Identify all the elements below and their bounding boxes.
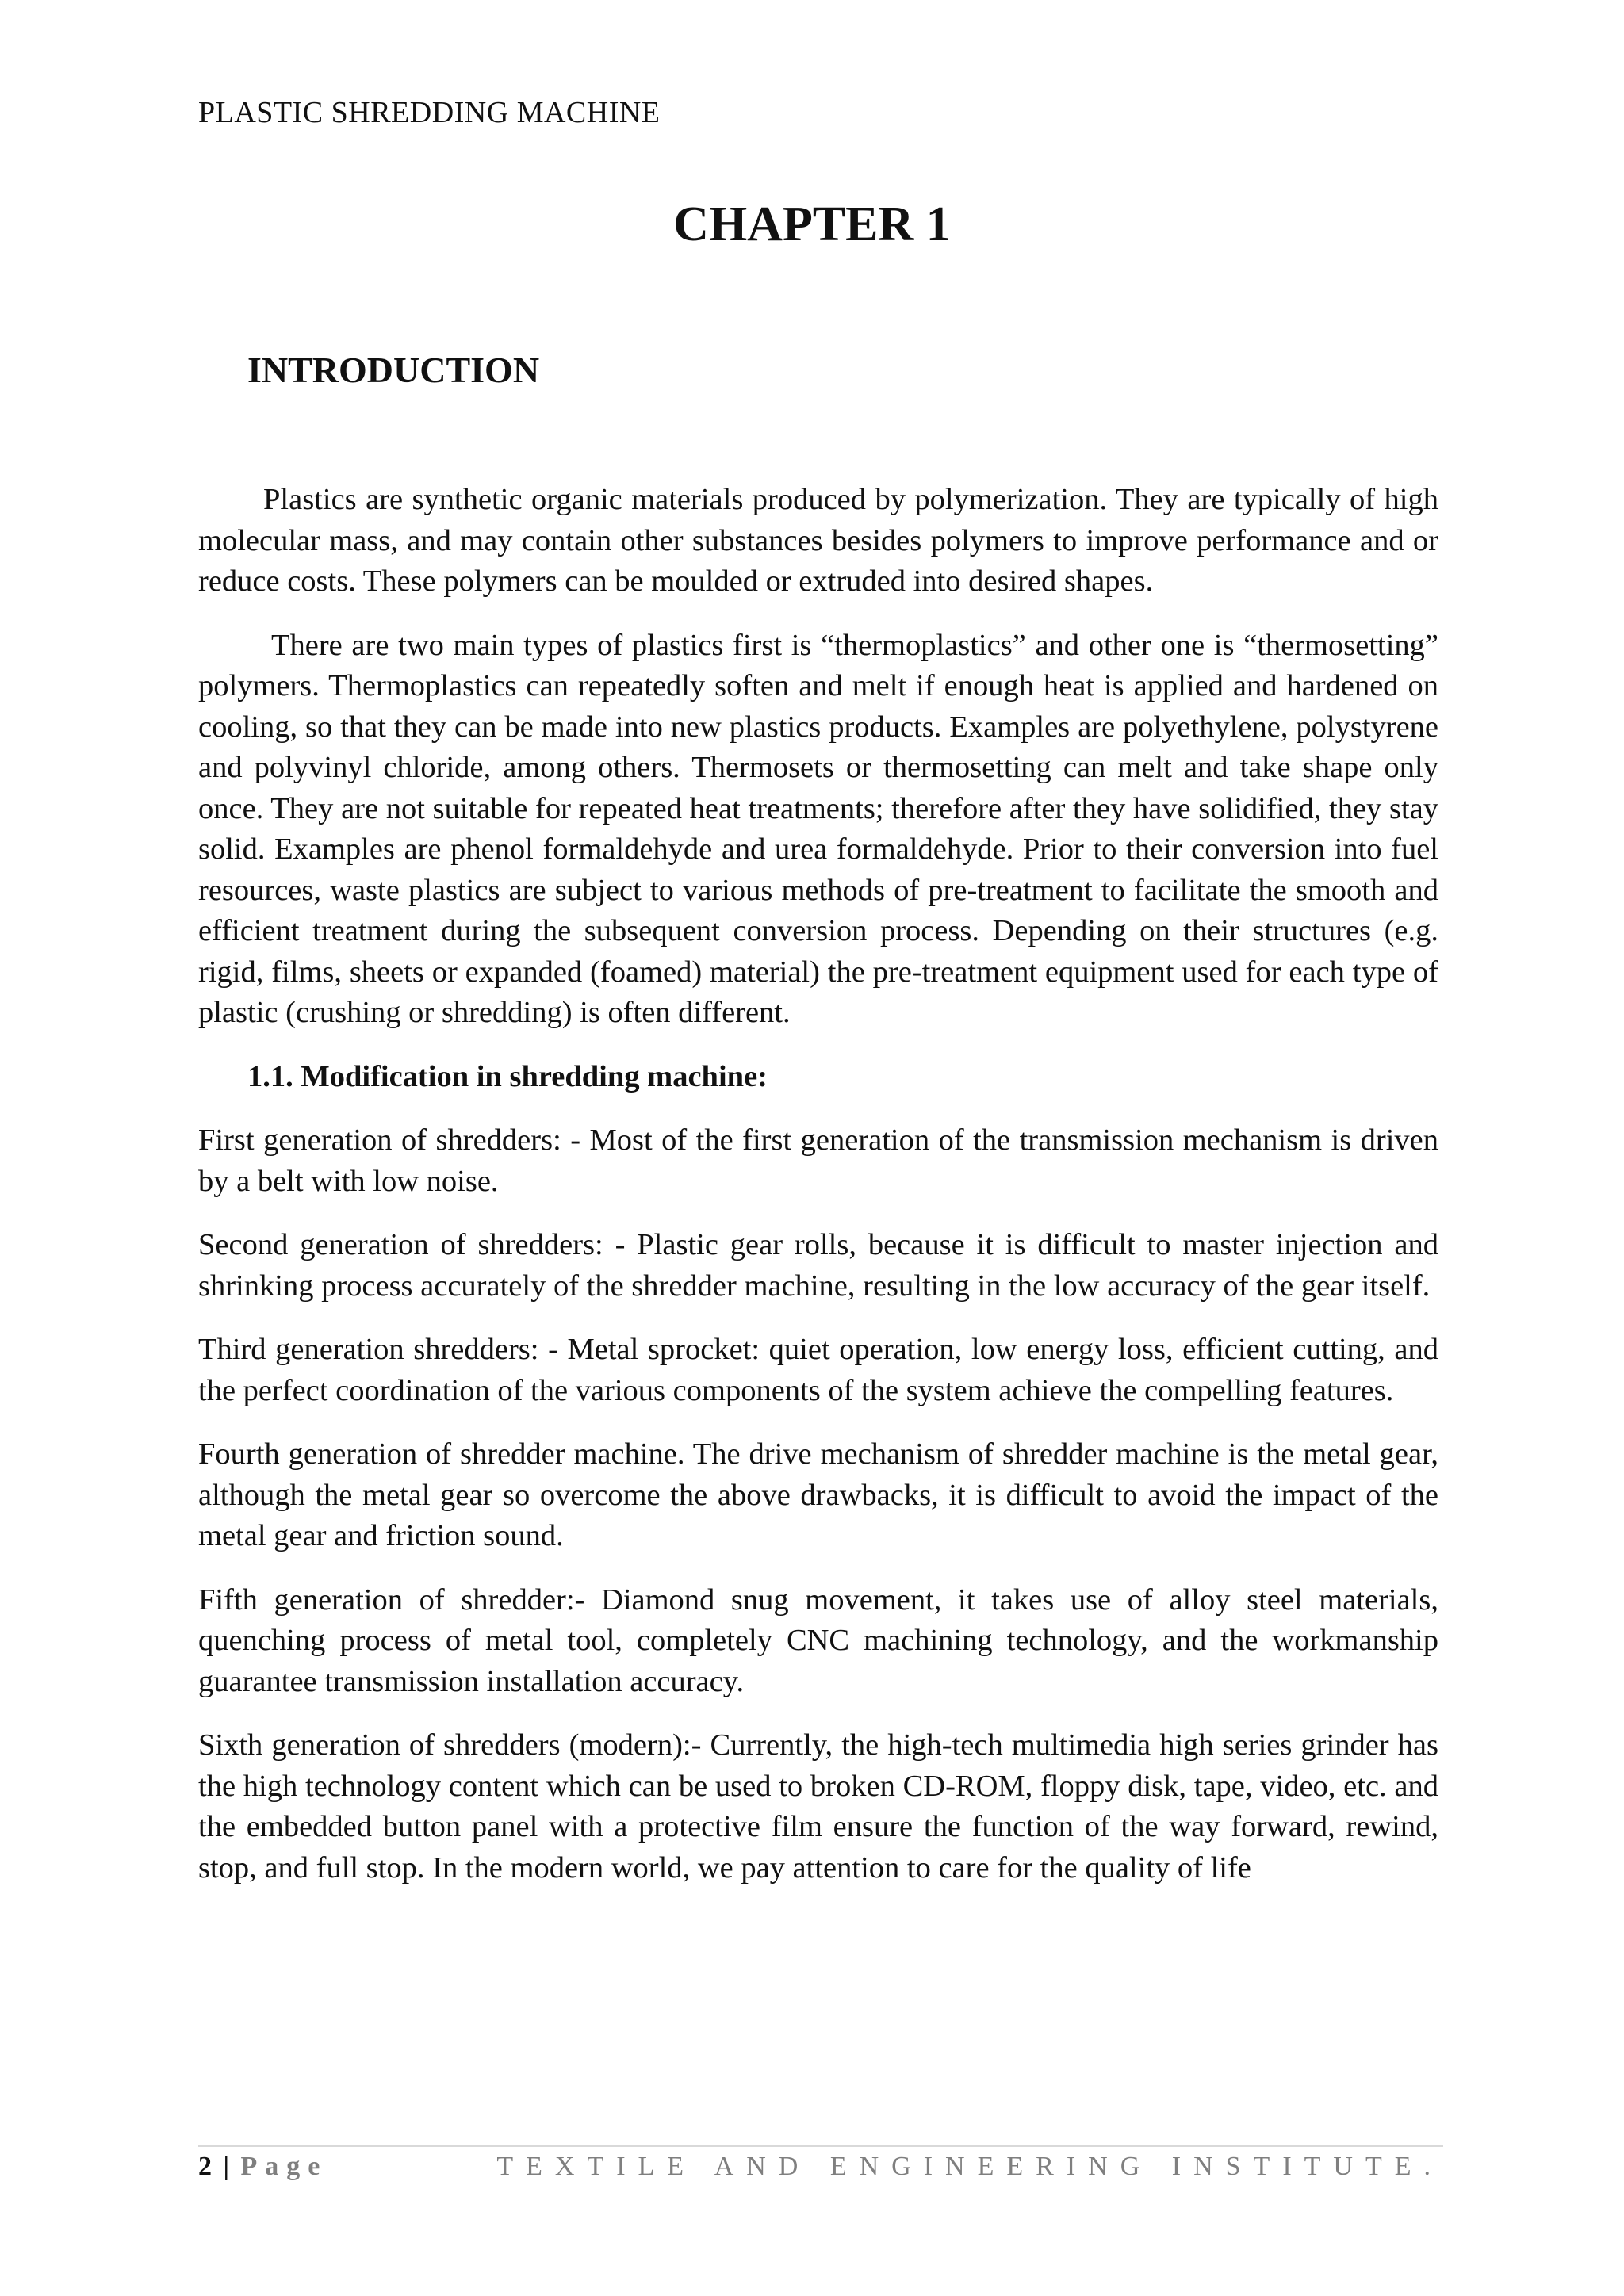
- paragraph-generation-5: Fifth generation of shredder:- Diamond snug movement, it takes use of alloy steel materials, quenching process of metal tool, completely CNC machining technology, and the workmanship guarantee transmission installation accuracy.: [198, 1582, 1438, 1698]
- paragraph-intro: Plastics are synthetic organic materials produced by polymerization. They are typically of high molecular mass, and may contain other substances besides polymers to improve performance and or reduce costs. These polymers can be moulded or extruded into desired shapes.: [198, 483, 1438, 598]
- paragraph-generation-6: Sixth generation of shredders (modern):- Currently, the high-tech multimedia high series grinder has the high technology content which can be used to broken CD-ROM, floppy disk, tape, video, etc. and the embedded button panel with a protective film ensure the function of the way forward, rewind, stop, and full stop. In the modern world, we pay attention to care for the quality of life: [198, 1728, 1438, 1885]
- footer-separator: |: [223, 2152, 229, 2181]
- page-word: Page: [240, 2152, 328, 2181]
- section-title: INTRODUCTION: [247, 350, 540, 390]
- footer-institute-name: TEXTILE AND ENGINEERING INSTITUTE.: [496, 2152, 1443, 2181]
- subsection-heading: 1.1. Modification in shredding machine:: [247, 1059, 768, 1093]
- page-number: 2: [198, 2152, 212, 2181]
- footer-divider: [198, 2145, 1443, 2147]
- paragraph-generation-3: Third generation shredders: - Metal sprocket: quiet operation, low energy loss, efficient cutting, and the perfect coordination of the various components of the system achieve the compelling features.: [198, 1333, 1438, 1407]
- footer-page-number: [198, 2152, 327, 2182]
- paragraph-generation-1: First generation of shredders: - Most of the first generation of the transmission mechanism is driven by a belt with low noise.: [198, 1123, 1438, 1198]
- running-header: PLASTIC SHREDDING MACHINE: [198, 96, 661, 129]
- paragraph-types: There are two main types of plastics first is “thermoplastics” and other one is “thermosetting” polymers. Thermoplastics can repeatedly soften and melt if enough heat is applied and hardened on cooling, so that they can be made into new plastics products. Examples are polyethylene, polystyrene and polyvinyl chloride, among others. Thermosets or thermosetting can melt and take shape only once. They are not suitable for repeated heat treatments; therefore after they have solidified, they stay solid. Examples are phenol formaldehyde and urea formaldehyde. Prior to their conversion into fuel resources, waste plastics are subject to various methods of pre-treatment to facilitate the smooth and efficient treatment during the subsequent conversion process. Depending on their structures (e.g. rigid, films, sheets or expanded (foamed) material) the pre-treatment equipment used for each type of plastic (crushing or shredding) is often different.: [198, 628, 1438, 1029]
- chapter-title: CHAPTER 1: [673, 197, 951, 251]
- paragraph-generation-4: Fourth generation of shredder machine. The drive mechanism of shredder machine is the metal gear, although the metal gear so overcome the above drawbacks, it is difficult to avoid the impact of the metal gear and friction sound.: [198, 1437, 1438, 1552]
- paragraph-generation-2: Second generation of shredders: - Plastic gear rolls, because it is difficult to master injection and shrinking process accurately of the shredder machine, resulting in the low accuracy of the gear itself.: [198, 1228, 1438, 1303]
- body-text: [198, 480, 1438, 1911]
